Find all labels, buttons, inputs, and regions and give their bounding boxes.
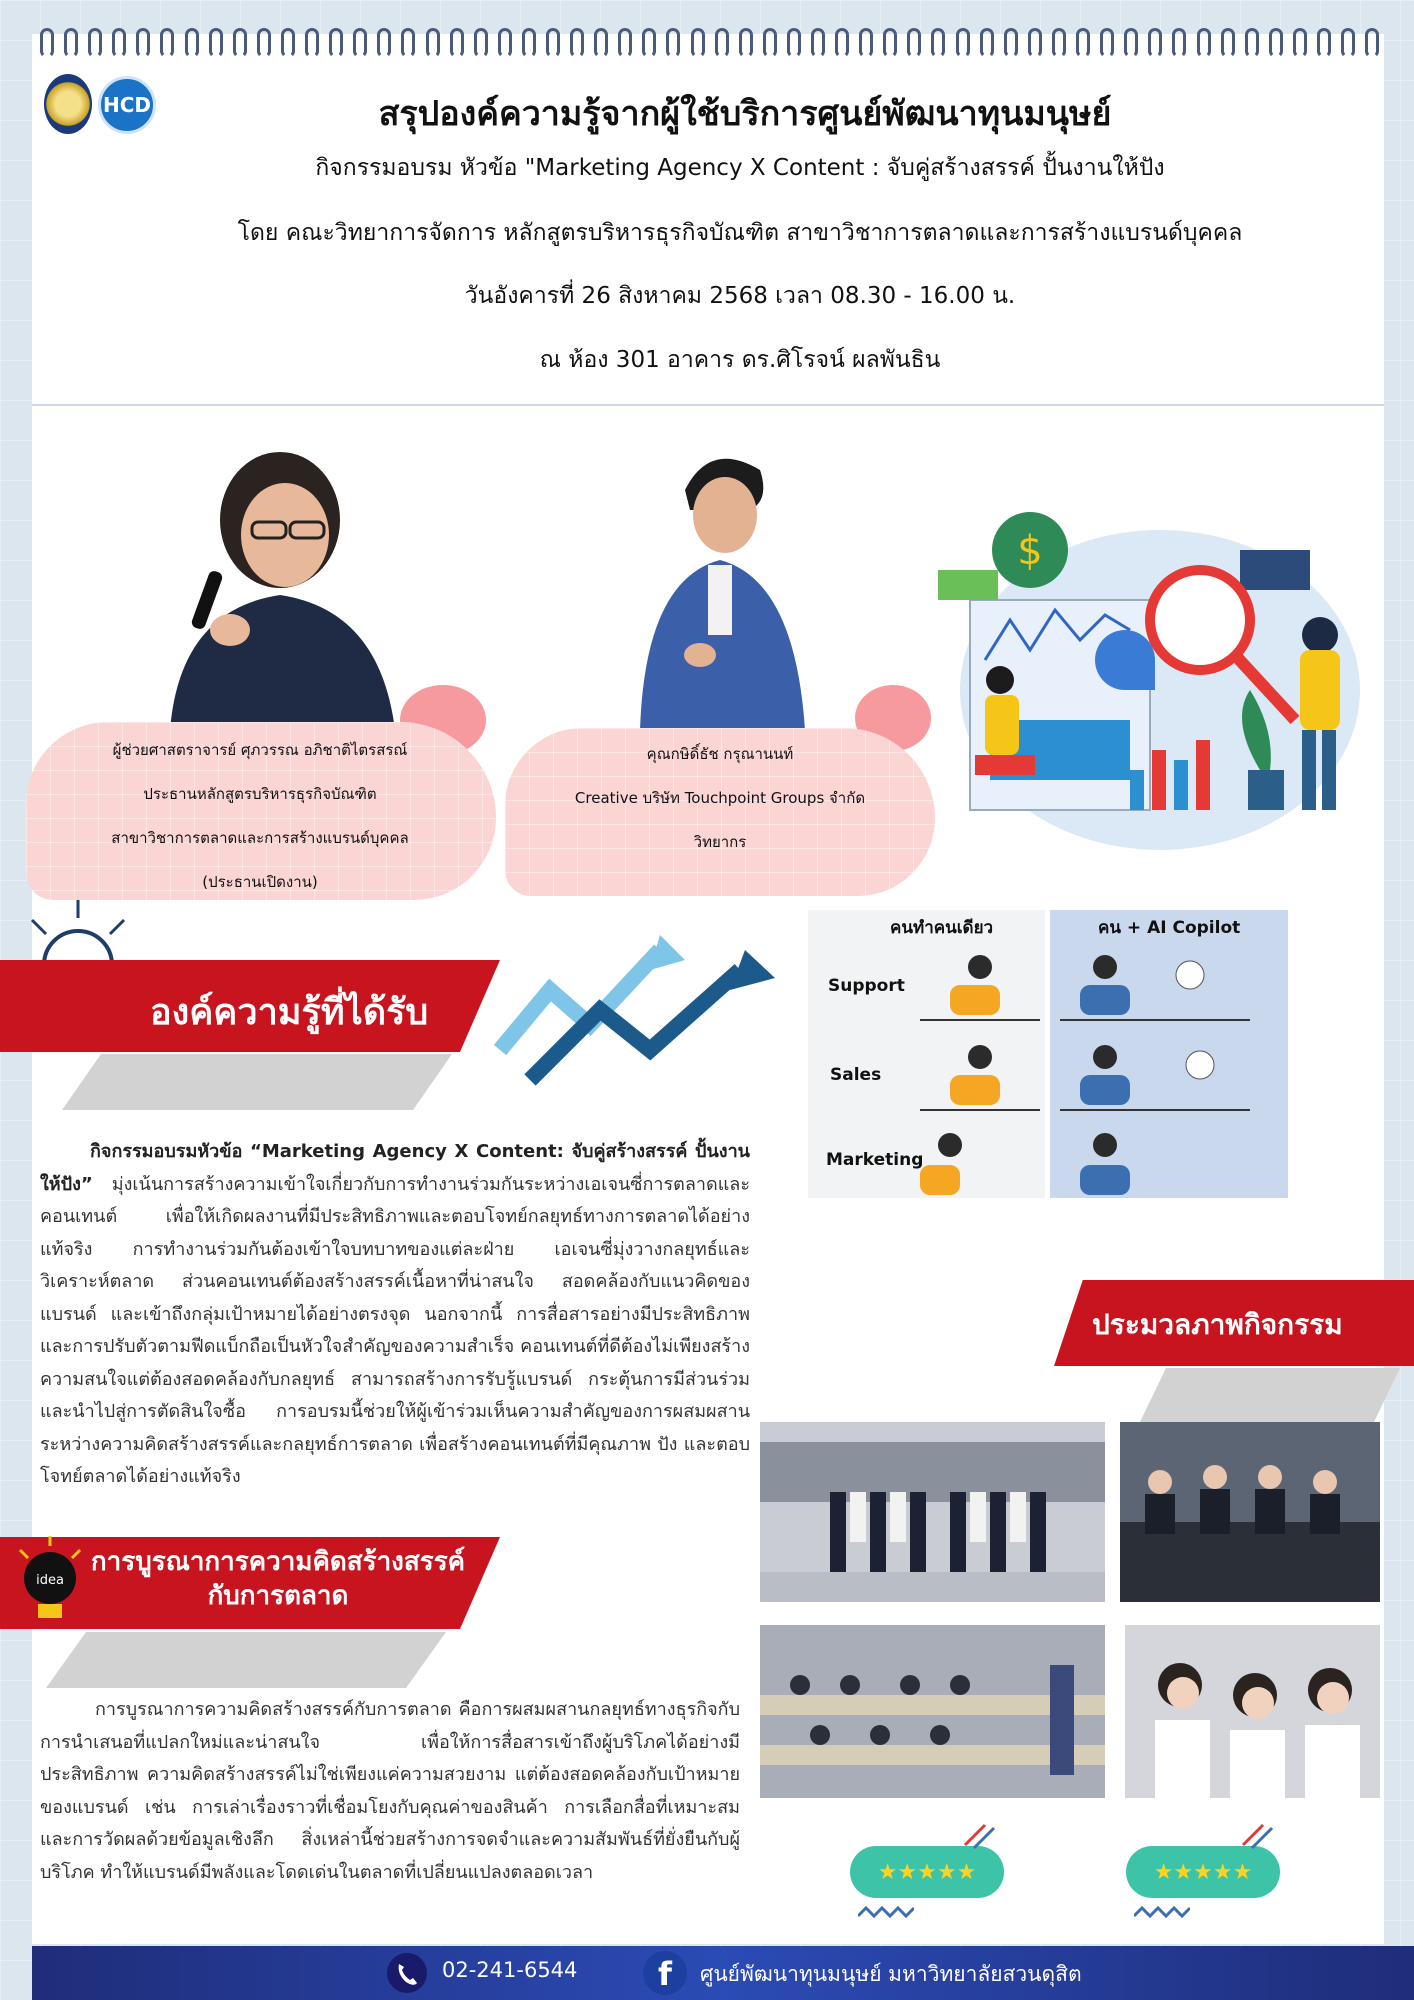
binder-ring xyxy=(474,28,488,58)
binder-ring xyxy=(715,28,729,58)
idea-head-icon xyxy=(12,1530,88,1630)
section-header-shadow xyxy=(62,1054,452,1110)
university-seal-logo xyxy=(44,74,92,134)
knowledge-lead: กิจกรรมอบรมหัวข้อ “Marketing Agency X Content: จับคู่สร้างสรรค์ ปั้นงานให้ปัง” xyxy=(40,1141,750,1195)
speaker1-department: สาขาวิชาการตลาดและการสร้างแบรนด์บุคคล xyxy=(111,829,409,847)
binder-ring xyxy=(1269,28,1283,58)
organizer: โดย คณะวิทยาการจัดการ หลักสูตรบริหารธุรกิจบัณฑิต สาขาวิชาการตลาดและการสร้างแบรนด์บุคคล xyxy=(237,220,1243,246)
binder-ring xyxy=(450,28,464,58)
section-header-shadow xyxy=(46,1632,446,1688)
binder-ring xyxy=(1317,28,1331,58)
binder-ring xyxy=(931,28,945,58)
binder-ring xyxy=(233,28,247,58)
svg-text:$: $ xyxy=(1017,528,1043,574)
rating-badge xyxy=(1126,1846,1280,1898)
binder-ring xyxy=(980,28,994,58)
wave-decoration xyxy=(858,1904,914,1920)
binder-ring xyxy=(136,28,150,58)
binder-ring xyxy=(426,28,440,58)
speaker1-name: ผู้ช่วยศาสตราจารย์ ศุภวรรณ อภิชาติไตรสรณ์ xyxy=(112,741,408,759)
speaker1-caption xyxy=(40,728,480,904)
section-heading-integration xyxy=(88,1545,468,1613)
binder-ring xyxy=(64,28,78,58)
binder-ring xyxy=(956,28,970,58)
svg-text:f: f xyxy=(658,1955,672,1993)
star-rating: ★★★★★ xyxy=(1153,1859,1253,1885)
binder-ring xyxy=(1052,28,1066,58)
binder-ring xyxy=(594,28,608,58)
speaker2-caption xyxy=(515,732,925,864)
binder-ring xyxy=(1148,28,1162,58)
speaker2-role: Creative บริษัท Touchpoint Groups จำกัด xyxy=(574,789,866,807)
section-heading-gallery: ประมวลภาพกิจกรรม xyxy=(1092,1308,1343,1341)
growth-arrows-graphic xyxy=(490,930,800,1090)
binder-ring xyxy=(1124,28,1138,58)
activity-topic: กิจกรรมอบรม หัวข้อ "Marketing Agency X Content : จับคู่สร้างสรรค์ ปั้นงานให้ปัง xyxy=(315,155,1165,181)
binder-ring xyxy=(1221,28,1235,58)
binder-ring xyxy=(691,28,705,58)
binder-ring xyxy=(763,28,777,58)
event-date: วันอังคารที่ 26 สิงหาคม 2568 เวลา 08.30 - 16.00 น. xyxy=(464,283,1016,309)
integration-body: การบูรณาการความคิดสร้างสรรค์กับการตลาด คือการผสมผสานกลยุทธ์ทางธุรกิจกับการนำเสนอที่แปลกใหม่และน่าสนใจ เพื่อให้การสื่อสารเข้าถึงผู้บริโภคได้อย่างมีประสิทธิภาพ ความคิดสร้างสรรค์ไม่ใช่เพียงแค่ความสวยงาม แต่ต้องสอดคล้องกับเป้าหมายของแบรนด์ เช่น การเล่าเรื่องราวที่เชื่อมโยงกับคุณค่าของสินค้า การเลือกสื่อที่เหมาะสม และการวัดผลด้วยข้อมูลเชิงลึก สิ่งเหล่านี้ช่วยสร้างการจดจำและความสัมพันธ์ที่ยั่งยืนกับผู้บริโภค ทำให้แบรนด์มีพลังและโดดเด่นในตลาดที่เปลี่ยนแปลงตลอดเวลา xyxy=(40,1699,740,1883)
binder-ring xyxy=(835,28,849,58)
people-and-ai-illustration xyxy=(910,945,1280,1195)
binder-rings xyxy=(40,28,1380,62)
binder-ring xyxy=(1076,28,1090,58)
binder-ring xyxy=(377,28,391,58)
binder-ring xyxy=(1004,28,1018,58)
knowledge-paragraph xyxy=(40,1136,750,1494)
binder-ring xyxy=(1365,28,1379,58)
binder-ring xyxy=(907,28,921,58)
facebook-icon xyxy=(642,1950,688,1996)
gallery-photo-panel xyxy=(1120,1422,1380,1602)
phone-icon xyxy=(386,1952,428,1994)
event-venue: ณ ห้อง 301 อาคาร ดร.ศิโรจน์ ผลพันธิน xyxy=(539,347,941,373)
comparison-col2: คน + AI Copilot xyxy=(1098,918,1241,938)
speaker1-duty: (ประธานเปิดงาน) xyxy=(202,873,318,891)
binder-ring xyxy=(787,28,801,58)
section-heading-knowledge: องค์ความรู้ที่ได้รับ xyxy=(150,992,429,1033)
section-heading-integration-line1: การบูรณาการความคิดสร้างสรรค์ xyxy=(90,1547,466,1577)
gallery-header-shadow xyxy=(1140,1368,1400,1422)
binder-ring xyxy=(1197,28,1211,58)
comparison-row-sales: Sales xyxy=(830,1065,882,1085)
binder-ring xyxy=(642,28,656,58)
star-rating: ★★★★★ xyxy=(877,1859,977,1885)
wave-decoration xyxy=(1134,1904,1190,1920)
binder-ring xyxy=(546,28,560,58)
idea-icon-label: idea xyxy=(36,1573,64,1588)
binder-ring xyxy=(1245,28,1259,58)
speaker2-duty: วิทยากร xyxy=(693,833,747,851)
footer-facebook-page[interactable]: ศูนย์พัฒนาทุนมนุษย์ มหาวิทยาลัยสวนดุสิต xyxy=(700,1962,1082,1986)
binder-ring xyxy=(160,28,174,58)
binder-ring xyxy=(811,28,825,58)
speaker2-photo xyxy=(620,430,820,730)
binder-ring xyxy=(883,28,897,58)
binder-ring xyxy=(305,28,319,58)
gallery-photo-students xyxy=(1125,1625,1380,1798)
binder-ring xyxy=(666,28,680,58)
comparison-row-marketing: Marketing xyxy=(826,1150,924,1170)
knowledge-body: มุ่งเน้นการสร้างความเข้าใจเกี่ยวกับการทำงานร่วมกันระหว่างเอเจนซี่การตลาดและคอนเทนต์ เพื่อให้เกิดผลงานที่มีประสิทธิภาพและตอบโจทย์กลยุทธ์ทางการตลาดได้อย่างแท้จริง การทำงานร่วมกันต้องเข้าใจบทบาทของแต่ละฝ่าย เอเจนซี่มุ่งวางกลยุทธ์และวิเคราะห์ตลาด ส่วนคอนเทนต์ต้องสร้างสรรค์เนื้อหาที่น่าสนใจ สอดคล้องกับแนวคิดของแบรนด์ และเข้าถึงกลุ่มเป้าหมายได้อย่างตรงจุด นอกจากนี้ การสื่อสารอย่างมีประสิทธิภาพและการปรับตัวตามฟีดแบ็กถือเป็นหัวใจสำคัญของความสำเร็จ คอนเทนต์ที่ดีต้องไม่เพียงสร้างความสนใจแต่ต้องสอดคล้องกับกลยุทธ์ สามารถสร้างการรับรู้แบรนด์ กระตุ้นการมีส่วนร่วม และนำไปสู่การตัดสินใจซื้อ การอบรมนี้ช่วยให้ผู้เข้าร่วมเห็นความสำคัญของการผสมผสานระหว่างความคิดสร้างสรรค์และกลยุทธ์การตลาด เพื่อสร้างคอนเทนต์ที่มีคุณภาพ ปัง และตอบโจทย์ตลาดได้อย่างแท้จริง xyxy=(40,1173,750,1487)
marketing-analytics-illustration xyxy=(930,490,1380,870)
integration-paragraph xyxy=(40,1694,740,1889)
divider xyxy=(32,404,1384,406)
binder-ring xyxy=(618,28,632,58)
binder-ring xyxy=(1172,28,1186,58)
binder-ring xyxy=(570,28,584,58)
comparison-col1: คนทำคนเดียว xyxy=(890,918,994,938)
binder-ring xyxy=(209,28,223,58)
binder-ring xyxy=(281,28,295,58)
gallery-photo-group xyxy=(760,1422,1105,1602)
binder-ring xyxy=(1341,28,1355,58)
sparkle-icon xyxy=(1238,1820,1278,1850)
section-heading-integration-line2: กับการตลาด xyxy=(207,1581,349,1611)
footer-phone[interactable]: 02-241-6544 xyxy=(442,1958,578,1982)
binder-ring xyxy=(1293,28,1307,58)
binder-ring xyxy=(257,28,271,58)
binder-ring xyxy=(522,28,536,58)
binder-ring xyxy=(1100,28,1114,58)
speaker2-name: คุณกษิดิ์ธัช กรุณานนท์ xyxy=(646,745,794,763)
comparison-row-support: Support xyxy=(828,976,905,996)
binder-ring xyxy=(329,28,343,58)
binder-ring xyxy=(40,28,54,58)
binder-ring xyxy=(498,28,512,58)
binder-ring xyxy=(739,28,753,58)
binder-ring xyxy=(401,28,415,58)
binder-ring xyxy=(88,28,102,58)
page-title: สรุปองค์ความรู้จากผู้ใช้บริการศูนย์พัฒนาทุนมนุษย์ xyxy=(378,94,1112,134)
binder-ring xyxy=(353,28,367,58)
binder-ring xyxy=(859,28,873,58)
speaker1-photo xyxy=(140,430,420,730)
gallery-photo-classroom xyxy=(760,1625,1105,1798)
binder-ring xyxy=(185,28,199,58)
hcd-logo: HCD xyxy=(98,76,156,134)
speaker1-role: ประธานหลักสูตรบริหารธุรกิจบัณฑิต xyxy=(143,785,377,803)
rating-badge xyxy=(850,1846,1004,1898)
binder-ring xyxy=(112,28,126,58)
sparkle-icon xyxy=(960,1820,1000,1850)
binder-ring xyxy=(1028,28,1042,58)
